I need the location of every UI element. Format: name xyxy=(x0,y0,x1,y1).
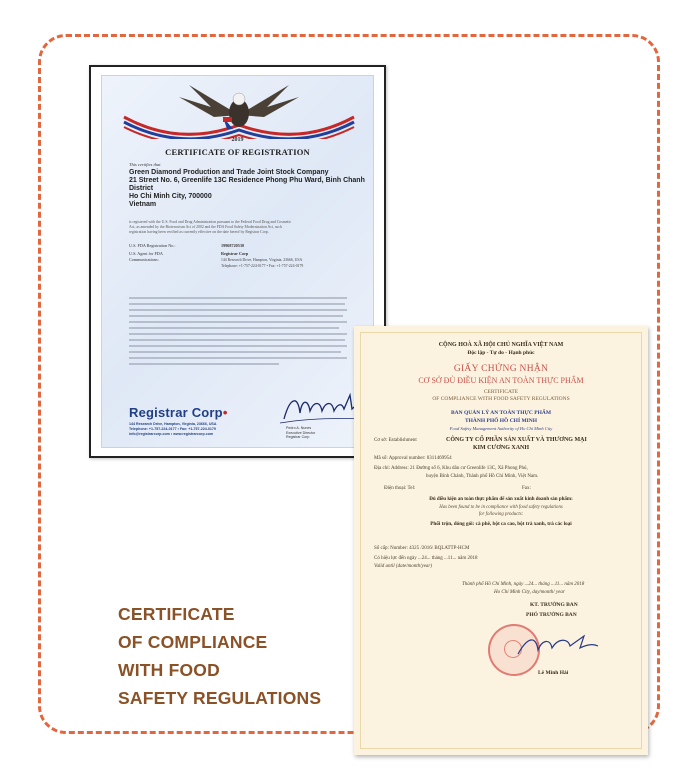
caption-line: CERTIFICATE xyxy=(118,604,235,624)
signer-line: Pedro A. Nunes xyxy=(286,426,312,430)
food-safety-certificate xyxy=(354,326,648,755)
certificate-subtitle-en: OF COMPLIANCE WITH FOOD SAFETY REGULATIONS xyxy=(432,396,570,402)
authority-name-en: Food Safety Management Authority of Ho Chi Minh City xyxy=(449,426,553,431)
statement-line: Act, as amended by the Bioterrorism Act of 2002 and the FDA Food Safety Modernization Act, such xyxy=(129,225,282,229)
company-line: Ho Chi Minh City, 700000 xyxy=(129,193,212,200)
fine-print-paragraph xyxy=(129,295,349,375)
signatory-title: KT. TRƯỞNG BAN xyxy=(530,602,578,608)
statement-line: registration having been verified as currently effective on the date hereof by Registrar Corp. xyxy=(129,230,269,234)
certificate-title-en: CERTIFICATE xyxy=(483,389,519,395)
eligibility-statement: Đủ điều kiện an toàn thực phẩm để sản xuất kinh doanh sản phẩm: xyxy=(429,497,573,502)
establishment-name: CÔNG TY CỔ PHẦN SẢN XUẤT VÀ THƯƠNG MẠI xyxy=(446,437,587,443)
certificate-title-vn: GIẤY CHỨNG NHẬN xyxy=(453,364,549,374)
authority-name: BAN QUẢN LÝ AN TOÀN THỰC PHẨM xyxy=(450,410,552,416)
company-block xyxy=(129,169,369,209)
agent-address: 144 Research Drive, Hampton, Virginia, 23666, USA xyxy=(221,258,303,262)
logo-text: Registrar Corp xyxy=(129,405,223,420)
contact-line: 144 Research Drive, Hampton, Virginia, 23666, USA xyxy=(129,422,217,426)
address-line-2: huyện Bình Chánh, Thành phố Hồ Chí Minh, Việt Nam. xyxy=(426,474,539,479)
agent-value: Registrar Corp xyxy=(221,251,249,256)
company-line: 21 Street No. 6, Greenlife 13C Residence Phong Phu Ward, Binh Chanh xyxy=(129,177,365,184)
caption-line: WITH FOOD xyxy=(118,660,220,680)
registration-statement xyxy=(129,220,351,235)
certificate-subtitle-vn: CƠ SỞ ĐỦ ĐIỀU KIỆN AN TOÀN THỰC PHẨM xyxy=(418,376,584,385)
approval-number: Mã số: Approval number: 0311469954 xyxy=(374,456,452,461)
issue-place-date-en: Ho Chi Minh City, day/month/ year xyxy=(494,590,565,595)
certificate-number: Số cấp: Number: 4325 /2016/ BQLATTP-HCM xyxy=(374,546,470,551)
validity-date: Có hiệu lực đến ngày ...24... tháng ...11... năm 2018 xyxy=(374,556,478,561)
certificate-title: CERTIFICATE OF REGISTRATION xyxy=(165,147,310,157)
phone-label: Điện thoại: Tel: xyxy=(384,486,416,491)
eligibility-statement-en: Has been found to be in compliance with food safety regulations xyxy=(439,505,563,510)
fda-registration-certificate xyxy=(89,65,386,458)
address-line: Địa chỉ: Address: 21 Đường số 6, Khu dân cư Greenlife 13C, Xã Phong Phú, xyxy=(374,466,528,471)
caption-line: OF COMPLIANCE xyxy=(118,632,268,652)
certificate-year: 2019 xyxy=(231,137,244,143)
caption-line: SAFETY REGULATIONS xyxy=(118,688,322,708)
signature-icon xyxy=(276,389,366,427)
registration-value: 19968720530 xyxy=(221,243,245,248)
agent-label-2: Communications: xyxy=(129,257,159,262)
signer-line: Registrar Corp xyxy=(286,435,310,439)
contact-line: Telephone: +1-757-224-0177 • Fax: +1-757-224-0179 xyxy=(129,427,216,431)
establishment-label: Cơ sở: Establishment xyxy=(374,438,417,443)
certify-line: This certifies that xyxy=(129,162,161,167)
signer-block xyxy=(286,426,315,440)
fax-label: Fax: xyxy=(522,486,531,491)
signatory-name: Lê Minh Hải xyxy=(538,670,569,676)
company-line: District xyxy=(129,185,154,192)
statement-line: is registered with the U.S. Food and Drug Administration pursuant to the Federal Food Drug and Cosmetic xyxy=(129,220,292,224)
company-line: Vietnam xyxy=(129,201,157,208)
eligibility-statement-en-2: for following products: xyxy=(478,512,524,517)
registrar-contact xyxy=(129,422,289,437)
product-list: Phối trộn, đóng gói: cà phê, bột ca cao, bột trà xanh, trà các loại xyxy=(430,521,572,527)
validity-label-en: Valid until (date/month/year) xyxy=(374,564,433,569)
agent-phone: Telephone: +1-757-224-0177 • Fax: +1-757-224-0179 xyxy=(221,264,304,268)
establishment-name-2: KIM CƯƠNG XANH xyxy=(472,445,530,451)
national-motto: Độc lập - Tự do - Hạnh phúc xyxy=(467,350,535,356)
signer-line: Executive Director xyxy=(286,430,316,435)
certificate-caption xyxy=(118,598,325,716)
authority-city: THÀNH PHỐ HỒ CHÍ MINH xyxy=(464,418,538,424)
issue-place-date: Thành phố Hồ Chí Minh, ngày ...24... tháng ...11... năm 2018 xyxy=(462,582,585,587)
registrar-logo xyxy=(129,405,228,420)
signatory-title-2: PHÓ TRƯỞNG BAN xyxy=(526,612,577,618)
eagle-emblem-icon xyxy=(119,77,359,139)
logo-dot-icon: • xyxy=(222,405,228,420)
signature-icon xyxy=(512,632,602,662)
agent-label: U.S. Agent for FDA xyxy=(129,251,163,256)
registration-label: U.S. FDA Registration No.: xyxy=(129,243,176,248)
national-header: CỘNG HOÀ XÃ HỘI CHỦ NGHĨA VIỆT NAM xyxy=(438,342,564,348)
company-line: Green Diamond Production and Trade Joint Stock Company xyxy=(129,169,329,176)
contact-line: info@registrarcorp.com • www.registrarcorp.com xyxy=(129,432,214,436)
